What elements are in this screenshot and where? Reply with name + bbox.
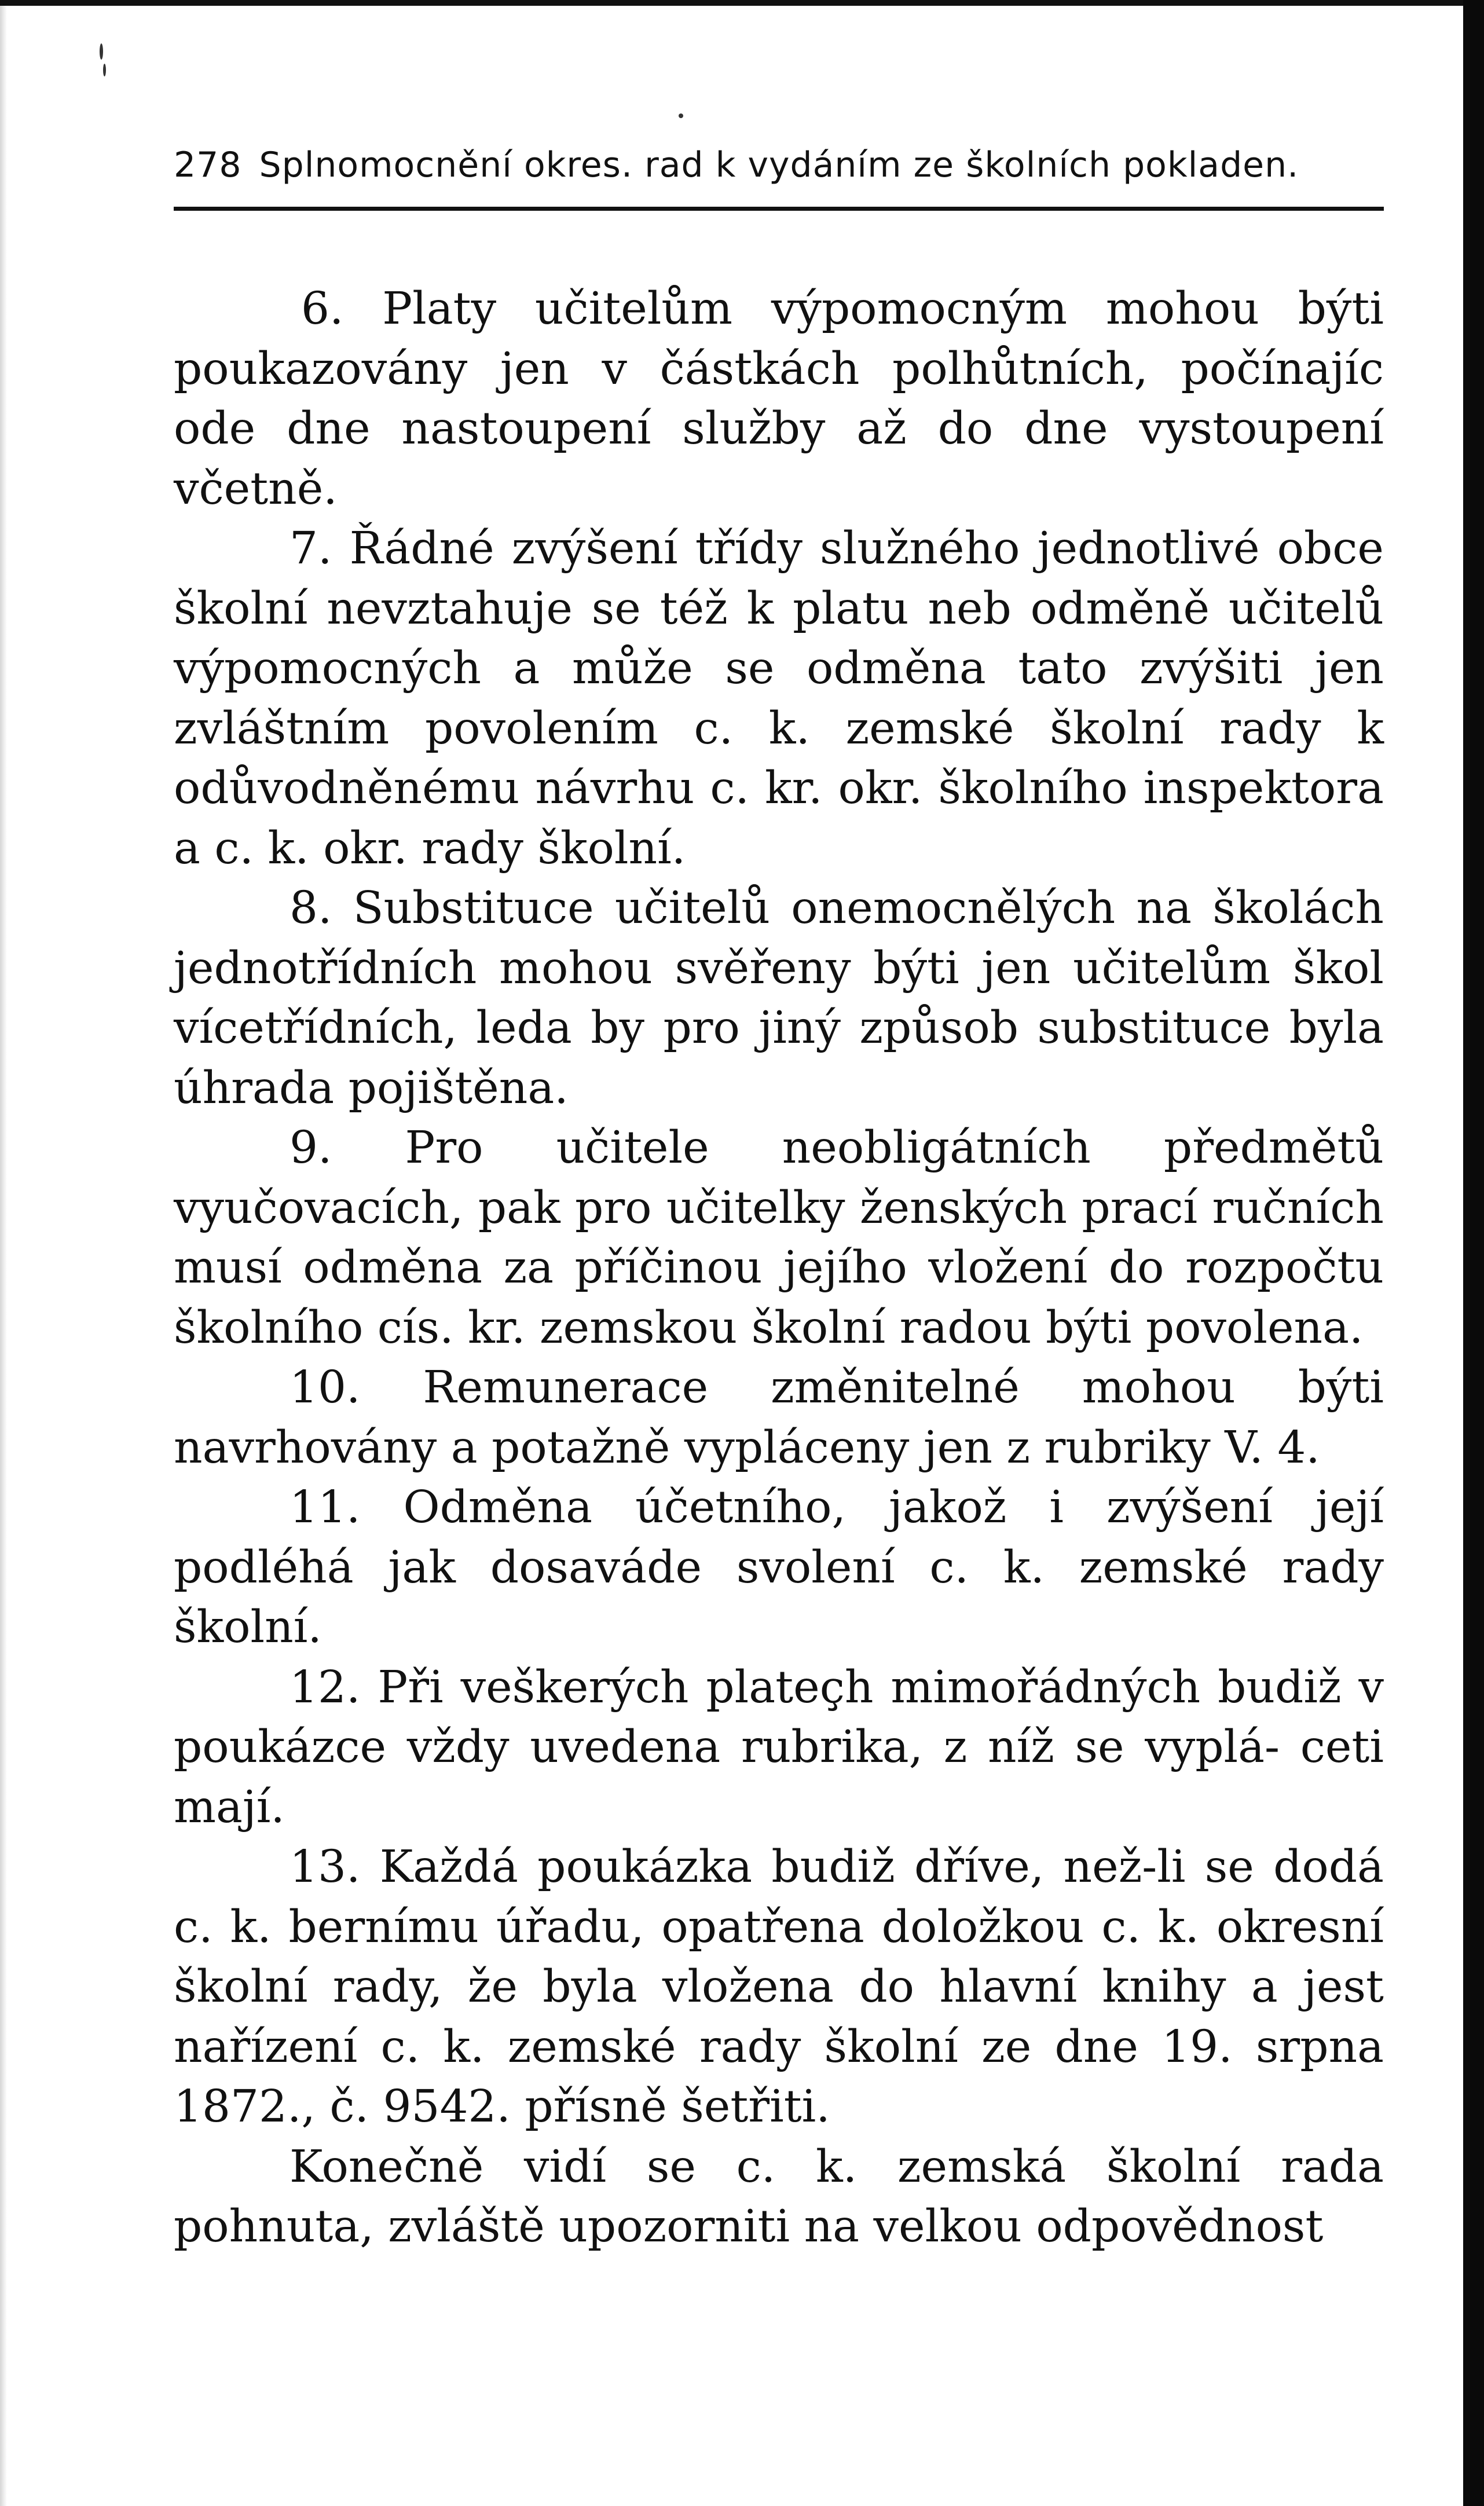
page-number: 278 xyxy=(174,145,242,185)
page-edge-right xyxy=(1463,0,1484,2506)
paragraph-11: 11. Odměna účetního, jakož i zvýšení její podléhá jak dosaváde svolení c. k. zemské rady školní. xyxy=(174,1482,1384,1653)
paragraph-12: 12. Při veškerých plateçh mimořádných budiž v poukázce vždy uvedena rubrika, z níž se vyplá- ceti mají. xyxy=(174,1661,1384,1833)
paragraph-9: 9. Pro učitele neobligátních předmětů vyučovacích, pak pro učitelky ženských prací ručních musí odměna za příčinou jejího vložení do rozpočtu školního cís. kr. zemskou školní radou býti povolena. xyxy=(174,1122,1384,1354)
page-edge-top xyxy=(0,0,1484,6)
running-title: Splnomocnění okres. rad k vydáním ze školních pokladen. xyxy=(259,145,1299,185)
running-header xyxy=(174,145,1384,200)
scan-speck xyxy=(103,64,106,76)
header-rule xyxy=(174,207,1384,211)
page-edge-left xyxy=(0,0,7,2506)
body-text xyxy=(174,279,1384,2257)
paragraph-6: 6. Platy učitelům výpomocným mohou býti poukazovány jen v částkách polhůtních, počínajíc ode dne nastoupení služby až do dne vystoupení včetně. xyxy=(174,283,1384,515)
scan-speck xyxy=(679,113,683,118)
paragraph-7: 7. Řádné zvýšení třídy služného jednotlivé obce školní nevztahuje se též k platu neb odměně učitelů výpomocných a může se odměna tato zvýšiti jen zvláštním povolením c. k. zemské školní rady k odůvodněnému návrhu c. kr. okr. školního inspektora a c. k. okr. rady školní. xyxy=(174,523,1384,874)
page-content xyxy=(174,145,1384,2257)
scan-speck xyxy=(100,43,103,60)
paragraph-10: 10. Remunerace změnitelné mohou býti navrhovány a potažně vypláceny jen z rubriky V. 4. xyxy=(174,1362,1384,1474)
paragraph-13: 13. Každá poukázka budiž dříve, než-li se dodá c. k. bernímu úřadu, opatřena doložkou c. k. okresní školní rady, že byla vložena do hlavní knihy a jest nařízení c. k. zemské rady školní ze dne 19. srpna 1872., č. 9542. přísně šetřiti. xyxy=(174,1841,1384,2133)
paragraph-closing: Konečně vidí se c. k. zemská školní rada pohnuta, zvláště upozorniti na velkou odpovědnost xyxy=(174,2141,1384,2252)
paragraph-8: 8. Substituce učitelů onemocnělých na školách jednotřídních mohou svěřeny býti jen učitelům škol vícetřídních, leda by pro jiný způsob substituce byla úhrada pojištěna. xyxy=(174,882,1384,1114)
